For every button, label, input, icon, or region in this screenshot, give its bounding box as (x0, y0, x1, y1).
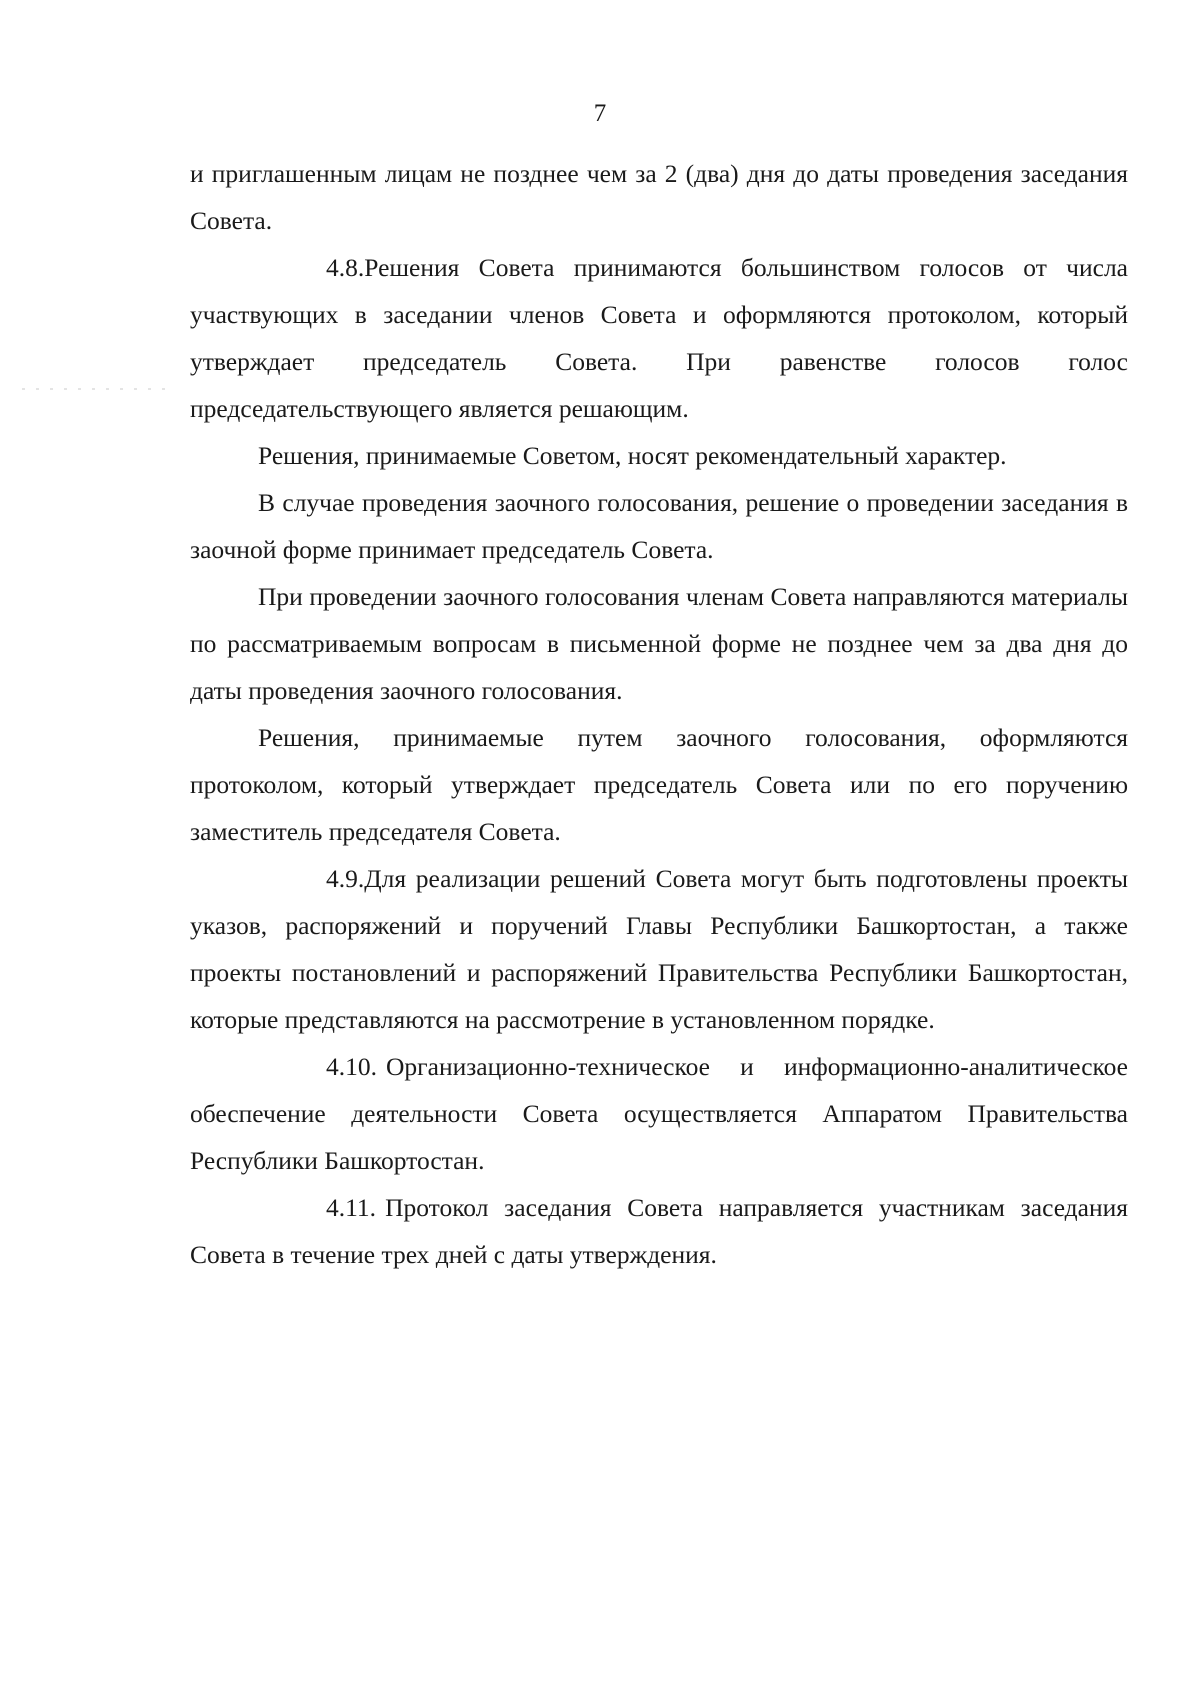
clause-number: 4.11. (326, 1193, 377, 1222)
page-number: 7 (593, 100, 607, 127)
paragraph-absentee-protocol (190, 714, 1128, 855)
scan-artifact (22, 388, 172, 390)
paragraph-absentee-materials (190, 573, 1128, 714)
paragraph-4-11 (190, 1184, 1128, 1278)
paragraph-text: Протокол заседания Совета направляется участникам заседания Совета в течение трех дней с даты утверждения. (190, 1193, 1128, 1269)
paragraph-4-9 (190, 855, 1128, 1043)
paragraph-continuation (190, 150, 1128, 244)
paragraph-text: В случае проведения заочного голосования, решение о проведении заседания в заочной форме принимает председатель Совета. (190, 488, 1128, 564)
paragraph-text: и приглашенным лицам не позднее чем за 2 (два) дня до даты проведения заседания Совета. (190, 159, 1128, 235)
paragraph-absentee-decision (190, 479, 1128, 573)
paragraph-text: Для реализации решений Совета могут быть подготовлены проекты указов, распоряжений и поручений Главы Республики Башкортостан, а также проекты постановлений и распоряжений Правительства Республики Башкортостан, которые представляются на рассмотрение в установленном порядке. (190, 864, 1128, 1034)
paragraph-4-8 (190, 244, 1128, 432)
paragraph-text: Решения, принимаемые путем заочного голосования, оформляются протоколом, который утверждает председатель Совета или по его поручению заместитель председателя Совета. (190, 723, 1128, 846)
paragraph-text: При проведении заочного голосования членам Совета направляются материалы по рассматриваемым вопросам в письменной форме не позднее чем за два дня до даты проведения заочного голосования. (190, 582, 1128, 705)
clause-number: 4.8. (326, 253, 365, 282)
paragraph-recommendations (190, 432, 1128, 479)
paragraph-text: Организационно-техническое и информационно-аналитическое обеспечение деятельности Совета осуществляется Аппаратом Правительства Республики Башкортостан. (190, 1052, 1128, 1175)
paragraph-4-10 (190, 1043, 1128, 1184)
document-body (190, 150, 1128, 1278)
clause-number: 4.9. (326, 864, 365, 893)
paragraph-text: Решения, принимаемые Советом, носят рекомендательный характер. (258, 441, 1007, 470)
paragraph-text: Решения Совета принимаются большинством голосов от числа участвующих в заседании членов Совета и оформляются протоколом, который утверждает председатель Совета. При равенстве голосов голос председательствующего является решающим. (190, 253, 1128, 423)
clause-number: 4.10. (326, 1052, 377, 1081)
